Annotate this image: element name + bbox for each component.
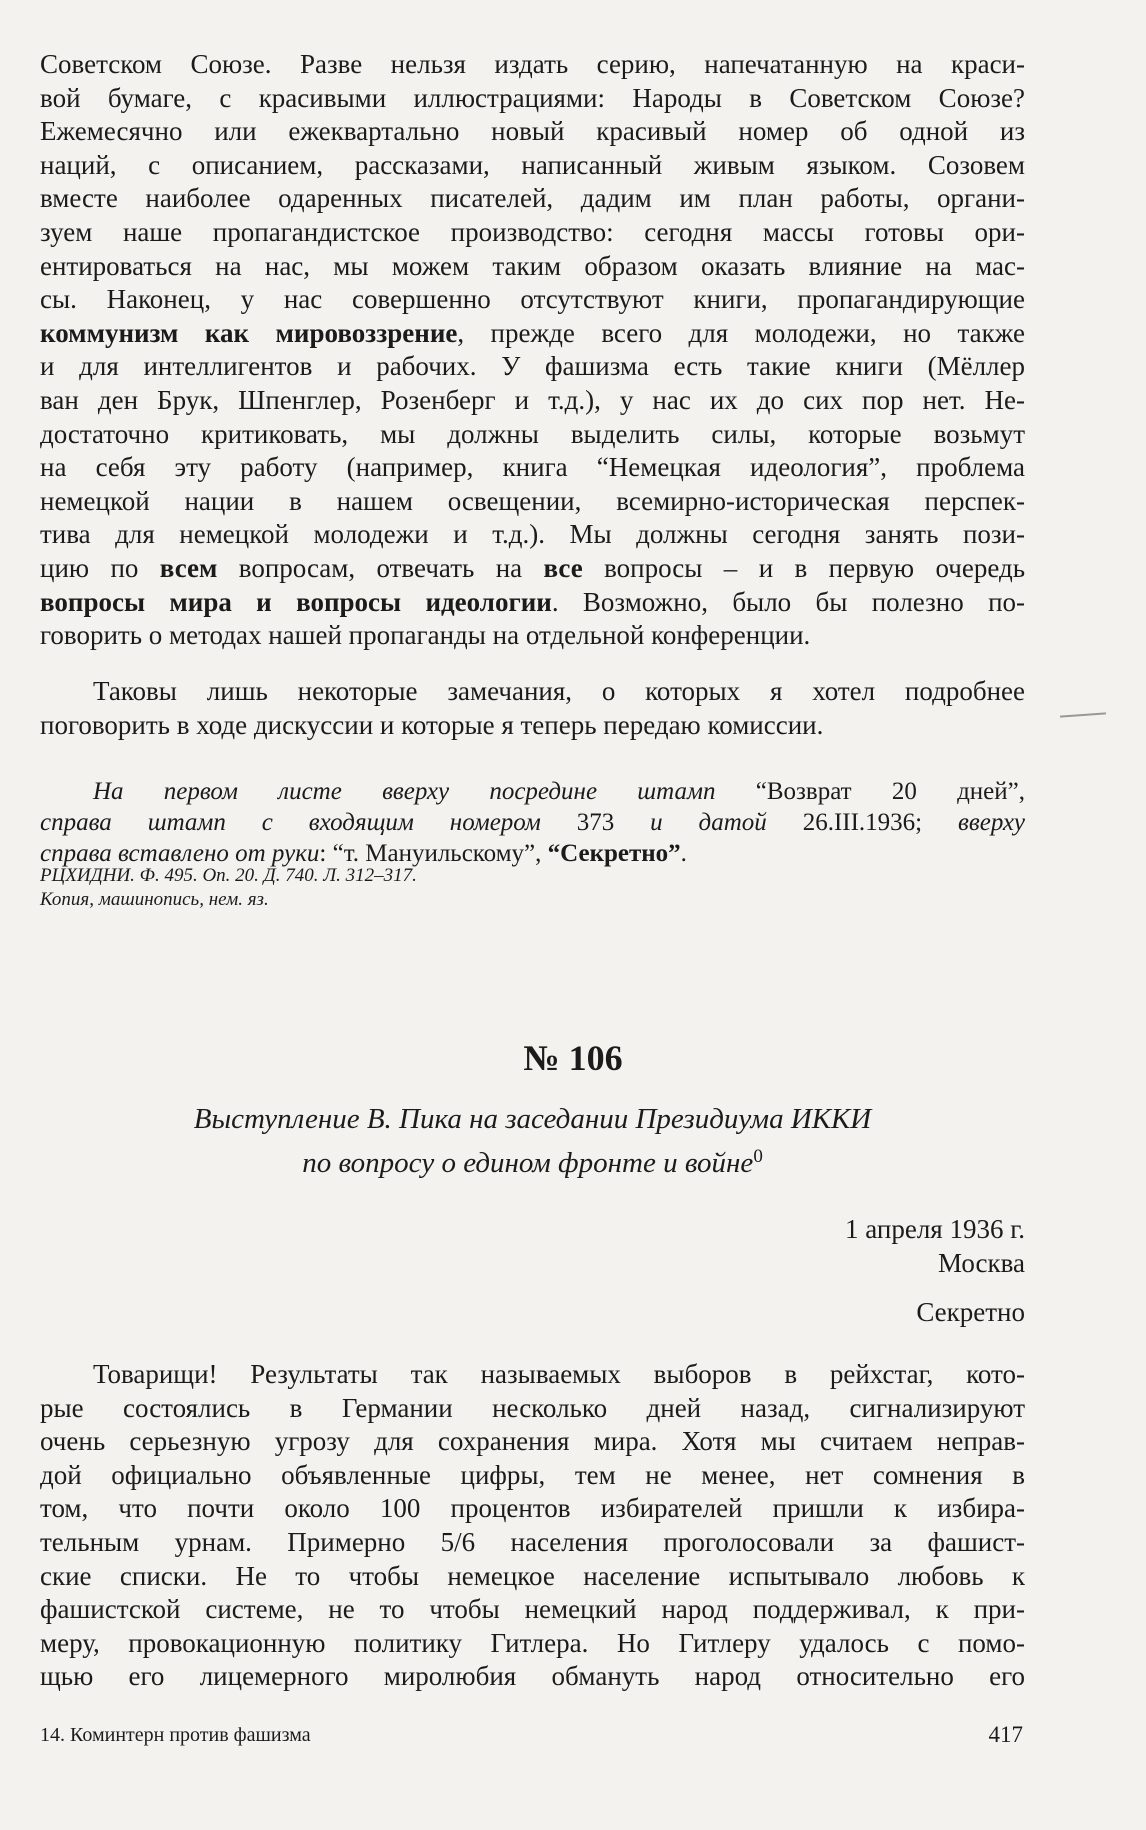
speech-paragraph [40,1358,1025,1694]
archival-note [40,776,1025,869]
text-line: тива для немецкой молодежи и т.д.). Мы должны сегодня занять пози- [40,519,1025,550]
archive-citation: РЦХИДНИ. Ф. 495. Оп. 20. Д. 740. Л. 312–317. [40,865,417,886]
continued-paragraph [40,48,1025,653]
text-line: Советском Союзе. Разве нельзя издать серию, напечатанную на краси- [40,49,1025,79]
footnote-marker: 0 [753,1146,763,1167]
text-line: щью его лицемерного миролюбия обмануть народ относительно его [40,1661,1025,1692]
closing-paragraph [40,675,1025,742]
text-line: рые состоялись в Германии несколько дней назад, сигнализируют [40,1392,1025,1423]
text-line: Таковы лишь некоторые замечания, о которых я хотел подробнее [93,676,1025,706]
text-line: Ежемесячно или ежеквартально новый красивый номер об одной из [40,116,1025,147]
text-line: вой бумаге, с красивыми иллюстрациями: Народы в Советском Союзе? [40,82,1025,113]
text-line: на себя эту работу (например, книга “Немецкая идеология”, проблема [40,452,1025,483]
text-line: ские списки. Не то чтобы немецкое население испытывало любовь к [40,1560,1025,1591]
secrecy-label: Секретно [916,1297,1025,1327]
text-line: тельным урнам. Примерно 5/6 населения проголосовали за фашист- [40,1526,1025,1557]
note-line: На первом листе вверху посредине штамп “Возврат 20 дней”, [93,778,1026,805]
text-line: сы. Наконец, у нас совершенно отсутствуют книги, пропагандирующие [40,284,1025,315]
text-line: меру, провокационную политику Гитлера. Но Гитлеру удалось с помо- [40,1627,1025,1658]
text-line: вопросы мира и вопросы идеологии. Возможно, было бы полезно по- [40,586,1026,617]
text-line: ентироваться на нас, мы можем таким образом оказать влияние на мас- [40,250,1025,281]
text-line: и для интеллигентов и рабочих. У фашизма есть такие книги (Мёллер [40,351,1025,382]
bold-phrase: коммунизм как мировоззрение [40,317,458,348]
note-line: справа штамп с входящим номером 373 и датой 26.III.1936; вверху [40,809,1026,836]
text-line: говорить о методах нашей пропаганды на отдельной конференции. [40,620,811,651]
text-line: немецкой нации в нашем освещении, всемирно-историческая перспек- [40,485,1025,516]
text-line: зуем наше пропагандистское производство: сегодня массы готовы ори- [40,216,1025,247]
text-line: том, что почти около 100 процентов избирателей пришли к избира- [40,1493,1025,1524]
document-place: Москва [938,1248,1025,1278]
page-number: 417 [988,1722,1023,1747]
source-reference [40,864,1025,912]
text-line: наций, с описанием, рассказами, написанный живым языком. Созовем [40,149,1025,180]
document-title: Выступление В. Пика на заседании Президиума ИККИ по вопросу о едином фронте и войне$^0$ [193,1103,872,1179]
text-line: цию по всем вопросам, отвечать на все вопросы – и в первую очередь [40,552,1026,583]
text-line: фашистской системе, не то чтобы немецкий народ поддерживал, к при- [40,1594,1025,1625]
text-line: ван ден Брук, Шпенглер, Розенберг и т.д.), у нас их до сих пор нет. Не- [40,384,1025,415]
document-date: 1 апреля 1936 г. [845,1214,1025,1244]
text-line: Товарищи! Результаты так называемых выборов в рейхстаг, кото- [93,1359,1025,1389]
running-footer: 14. Коминтерн против фашизма [40,1724,311,1746]
page-footer [40,1722,1025,1748]
margin-pencil-mark [1060,712,1106,717]
text-line: коммунизм как мировоззрение, прежде всего для молодежи, но также [40,317,1025,348]
copy-description: Копия, машинопись, нем. яз. [40,889,269,910]
text-line: достаточно критиковать, мы должны выделить силы, которые возьмут [40,418,1025,449]
text-line: вместе наиболее одаренных писателей, дадим им план работы, органи- [40,183,1025,214]
text-line: дой официально объявленные цифры, тем не менее, нет сомнения в [40,1459,1025,1490]
document-number: № 106 [523,1038,623,1078]
note-line: справа вставлено от руки: “т. Мануильскому”, “Секретно”. [40,840,687,867]
text-line: очень серьезную угрозу для сохранения мира. Хотя мы считаем неправ- [40,1426,1025,1457]
text-line: поговорить в ходе дискуссии и которые я теперь передаю комиссии. [40,709,824,740]
bold-phrase: вопросы мира и вопросы идеологии [40,586,552,617]
